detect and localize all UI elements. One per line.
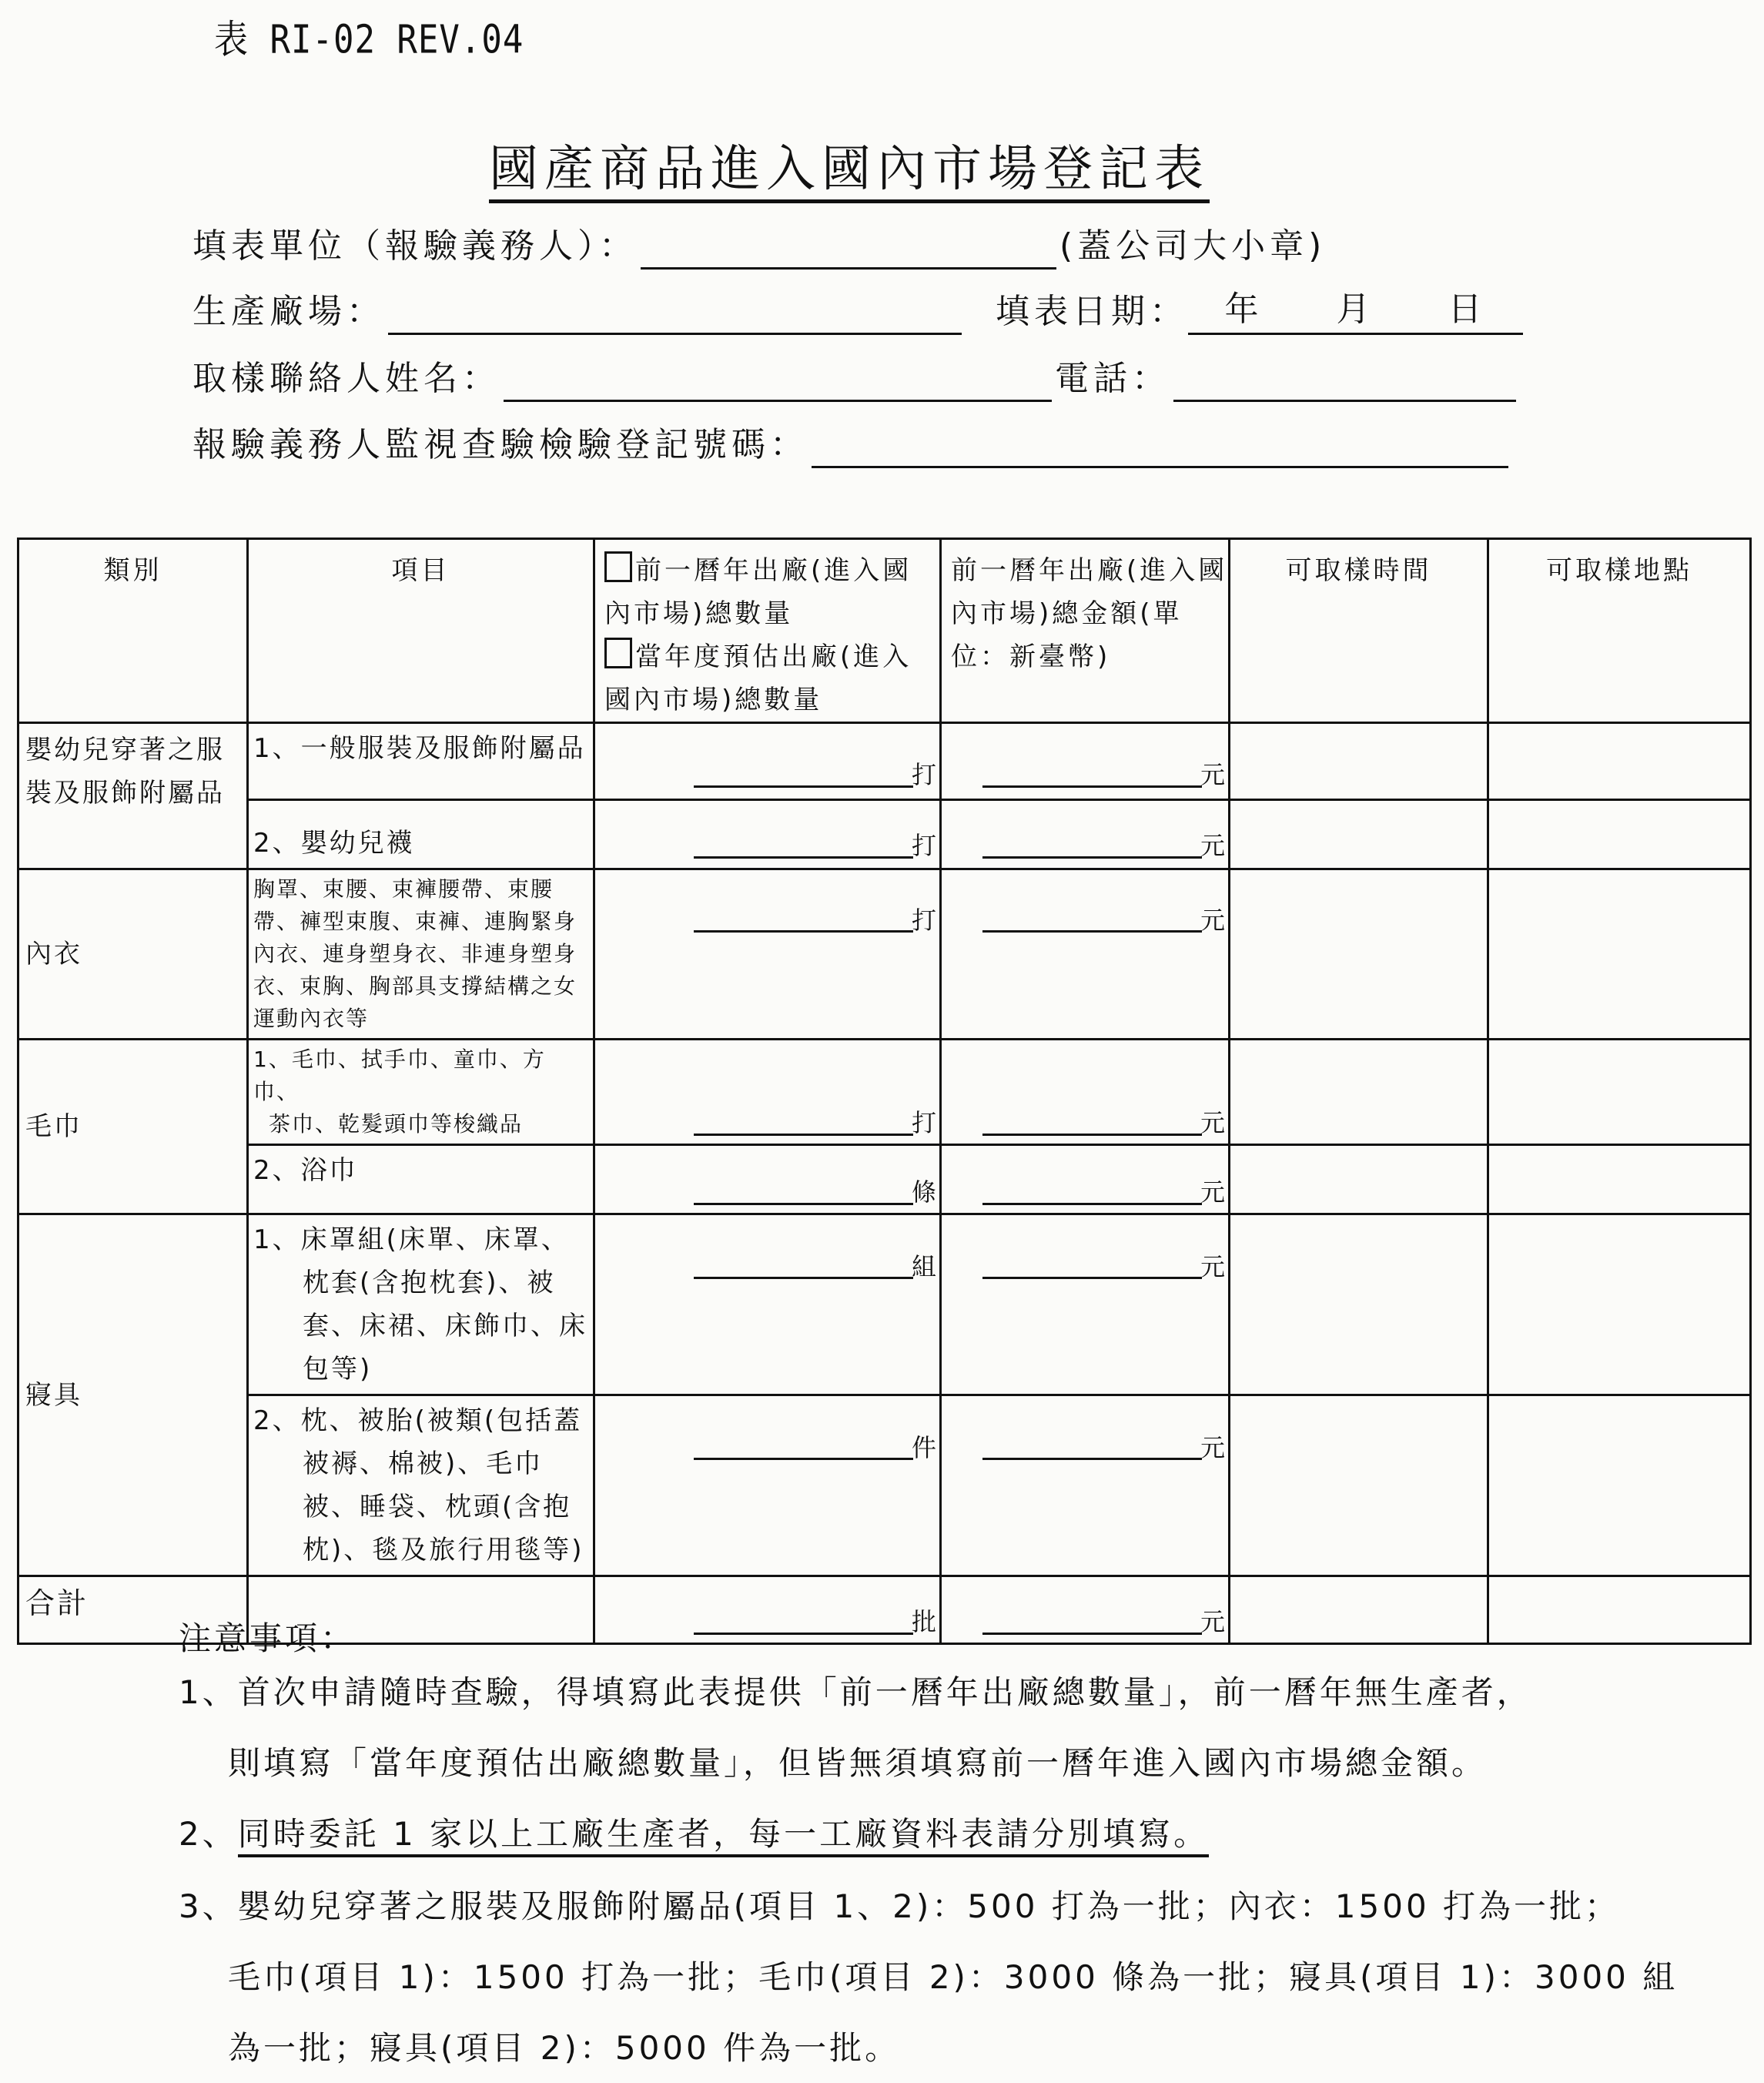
item-line: 2、枕、被胎(被類(包括蓋 <box>253 1405 583 1436</box>
note-1-line-1: 1、首次申請隨時查驗，得填寫此表提供「前一曆年出廠總數量」，前一曆年無生產者， <box>179 1673 1532 1711</box>
qty-option1-label: 前一曆年出廠(進入國內市場)總數量 <box>604 555 912 629</box>
sample-time-cell[interactable] <box>1230 1214 1488 1395</box>
amount-cell[interactable] <box>941 1395 1230 1576</box>
quantity-cell[interactable] <box>594 800 941 869</box>
total-quantity-cell[interactable] <box>594 1576 941 1644</box>
table-header-row <box>18 539 1751 723</box>
regno-label: 報驗義務人監視查驗檢驗登記號碼： <box>192 425 808 464</box>
quantity-unit: 打 <box>911 1108 936 1137</box>
qty-option-current-year[interactable] <box>604 635 939 722</box>
checkbox-prev-year[interactable] <box>604 551 632 582</box>
item-cell <box>248 1040 594 1145</box>
sample-place-cell[interactable] <box>1488 1214 1751 1395</box>
header-category: 類別 <box>18 539 248 723</box>
contact-label: 取樣聯絡人姓名： <box>192 359 500 398</box>
checkbox-current-year[interactable] <box>604 638 632 668</box>
amount-unit: 元 <box>1200 1177 1225 1207</box>
sample-place-cell[interactable] <box>1488 1576 1751 1644</box>
category-cell: 寢具 <box>18 1214 248 1576</box>
page-title: 國產商品進入國內市場登記表 <box>489 142 1210 203</box>
amount-cell[interactable] <box>941 800 1230 869</box>
total-label: 合計 <box>18 1576 248 1644</box>
amount-cell[interactable] <box>941 1145 1230 1214</box>
regno-row <box>192 422 1511 468</box>
date-day: 日 <box>1448 290 1487 329</box>
category-cell: 毛巾 <box>18 1040 248 1214</box>
quantity-unit: 條 <box>911 1177 936 1207</box>
item-cell <box>248 1214 594 1395</box>
qty-option-prev-year[interactable] <box>604 549 939 635</box>
item-cell <box>248 1395 594 1576</box>
amount-cell[interactable] <box>941 1214 1230 1395</box>
item-line: 茶巾、乾髮頭巾等梭織品 <box>269 1111 524 1137</box>
quantity-unit: 組 <box>911 1252 936 1281</box>
sample-time-cell[interactable] <box>1230 1576 1488 1644</box>
reporter-input[interactable] <box>641 227 1056 270</box>
sample-time-cell[interactable] <box>1230 723 1488 800</box>
regno-input[interactable] <box>812 426 1508 468</box>
date-month: 月 <box>1336 290 1375 329</box>
header-amount: 前一曆年出廠(進入國內市場)總金額(單位：新臺幣) <box>941 539 1230 723</box>
quantity-cell[interactable] <box>594 1214 941 1395</box>
quantity-unit: 件 <box>911 1433 936 1462</box>
amount-cell[interactable] <box>941 723 1230 800</box>
header-item: 項目 <box>248 539 594 723</box>
phone-input[interactable] <box>1173 360 1516 402</box>
table-row <box>18 1214 1751 1395</box>
reporter-row <box>192 223 1326 270</box>
registration-table <box>17 537 1752 1645</box>
quantity-unit: 打 <box>911 760 936 789</box>
notes-heading: 注意事項： <box>179 1619 356 1657</box>
note-2-text: 同時委託 1 家以上工廠生產者，每一工廠資料表請分別填寫。 <box>238 1815 1209 1857</box>
item-line: 被褥、棉被)、毛巾被、睡袋、枕頭(含抱枕)、毯及旅行用毯等) <box>303 1448 584 1566</box>
sample-place-cell[interactable] <box>1488 1040 1751 1145</box>
item-line: 1、床罩組(床單、床罩、 <box>253 1224 570 1255</box>
contact-input[interactable] <box>504 360 1052 402</box>
form-number: 表 RI-02 REV.04 <box>214 17 524 63</box>
table-row <box>18 1040 1751 1145</box>
note-2 <box>179 1809 1209 1855</box>
amount-unit: 元 <box>1200 1108 1225 1137</box>
note-3-line-3: 為一批；寢具(項目 2)：5000 件為一批。 <box>228 2029 901 2067</box>
item-cell: 2、嬰幼兒襪 <box>248 800 594 869</box>
note-2-prefix: 2、 <box>179 1815 238 1853</box>
header-sample-time: 可取樣時間 <box>1230 539 1488 723</box>
quantity-cell[interactable] <box>594 869 941 1040</box>
quantity-cell[interactable] <box>594 723 941 800</box>
amount-unit: 元 <box>1200 831 1225 860</box>
sample-time-cell[interactable] <box>1230 1040 1488 1145</box>
item-line: 枕套(含抱枕套)、被套、床裙、床飾巾、床包等) <box>303 1268 587 1385</box>
note-1-line-2: 則填寫「當年度預估出廠總數量」，但皆無須填寫前一曆年進入國內市場總金額。 <box>228 1744 1488 1782</box>
sample-place-cell[interactable] <box>1488 869 1751 1040</box>
qty-option2-label: 當年度預估出廠(進入國內市場)總數量 <box>604 641 912 715</box>
amount-unit: 元 <box>1200 1433 1225 1462</box>
table-row <box>18 800 1751 869</box>
quantity-cell[interactable] <box>594 1040 941 1145</box>
sample-place-cell[interactable] <box>1488 1395 1751 1576</box>
quantity-cell[interactable] <box>594 1145 941 1214</box>
table-row <box>18 723 1751 800</box>
date-year: 年 <box>1224 290 1264 329</box>
amount-cell[interactable] <box>941 869 1230 1040</box>
phone-label: 電話： <box>1055 359 1170 398</box>
date-input[interactable] <box>1188 290 1523 335</box>
sample-time-cell[interactable] <box>1230 800 1488 869</box>
quantity-unit: 打 <box>911 906 936 935</box>
reporter-label: 填表單位（報驗義務人）： <box>192 226 638 266</box>
sample-time-cell[interactable] <box>1230 869 1488 1040</box>
item-cell: 胸罩、束腰、束褲腰帶、束腰帶、褲型束腹、束褲、連胸緊身內衣、連身塑身衣、非連身塑身衣、束胸、胸部具支撐結構之女運動內衣等 <box>248 869 594 1040</box>
table-row <box>18 869 1751 1040</box>
factory-label: 生產廠場： <box>192 292 385 331</box>
sample-place-cell[interactable] <box>1488 723 1751 800</box>
header-quantity <box>594 539 941 723</box>
quantity-cell[interactable] <box>594 1395 941 1576</box>
note-3-line-1: 3、嬰幼兒穿著之服裝及服飾附屬品(項目 1、2)：500 打為一批；內衣：1500 打為一批； <box>179 1887 1621 1925</box>
quantity-unit: 批 <box>911 1607 936 1636</box>
contact-row <box>192 356 1519 402</box>
table-row <box>18 1145 1751 1214</box>
header-sample-place: 可取樣地點 <box>1488 539 1751 723</box>
total-amount-cell[interactable] <box>941 1576 1230 1644</box>
item-cell: 1、一般服裝及服飾附屬品 <box>248 723 594 800</box>
stamp-note: (蓋公司大小章) <box>1059 226 1327 266</box>
table-row <box>18 1395 1751 1576</box>
sample-time-cell[interactable] <box>1230 1395 1488 1576</box>
note-3-line-2: 毛巾(項目 1)：1500 打為一批；毛巾(項目 2)：3000 條為一批；寢具(項目 1)：3000 組 <box>228 1958 1679 1996</box>
factory-input[interactable] <box>388 293 962 335</box>
quantity-unit: 打 <box>911 831 936 860</box>
factory-row <box>192 289 1523 335</box>
sample-place-cell[interactable] <box>1488 1145 1751 1214</box>
date-label: 填表日期： <box>996 292 1188 331</box>
amount-unit: 元 <box>1200 1252 1225 1281</box>
item-cell: 2、浴巾 <box>248 1145 594 1214</box>
amount-cell[interactable] <box>941 1040 1230 1145</box>
amount-unit: 元 <box>1200 1607 1225 1636</box>
amount-unit: 元 <box>1200 906 1225 935</box>
amount-unit: 元 <box>1200 760 1225 789</box>
category-cell: 內衣 <box>18 869 248 1040</box>
item-line: 1、毛巾、拭手巾、童巾、方巾、 <box>253 1047 546 1104</box>
sample-time-cell[interactable] <box>1230 1145 1488 1214</box>
category-cell: 嬰幼兒穿著之服裝及服飾附屬品 <box>18 723 248 869</box>
sample-place-cell[interactable] <box>1488 800 1751 869</box>
